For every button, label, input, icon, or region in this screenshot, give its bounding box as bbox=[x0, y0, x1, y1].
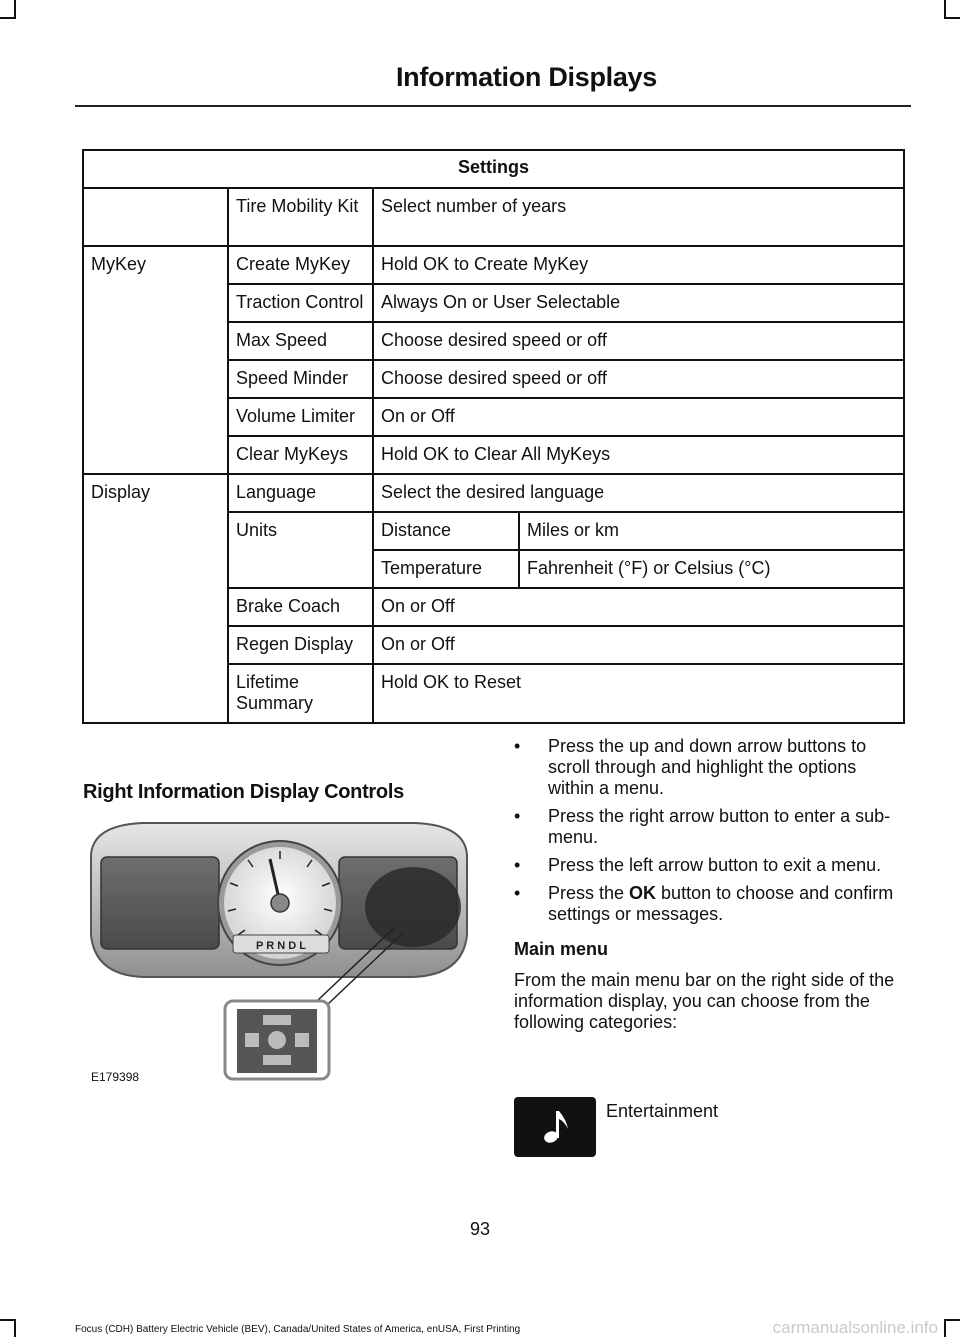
page-title: Information Displays bbox=[395, 62, 657, 92]
ok-label: OK bbox=[629, 883, 657, 903]
gear-indicator-label: P R N D L bbox=[256, 940, 306, 952]
item-cell: Units bbox=[228, 512, 373, 588]
sub-item-cell: Distance bbox=[373, 512, 519, 550]
figure-code: E179398 bbox=[91, 1070, 140, 1084]
item-cell: Clear MyKeys bbox=[228, 436, 373, 474]
list-item-text: Press the up and down arrow buttons to scroll through and highlight the options within a menu. bbox=[548, 736, 867, 798]
item-cell: Tire Mobility Kit bbox=[228, 188, 373, 246]
bullet-symbol: • bbox=[514, 883, 521, 903]
crop-mark bbox=[0, 1319, 16, 1321]
instrument-cluster-illustration bbox=[83, 815, 475, 1087]
list-item bbox=[514, 883, 906, 925]
crop-mark bbox=[944, 17, 960, 19]
list-item bbox=[514, 736, 906, 799]
music-note-icon bbox=[514, 1097, 596, 1157]
section-title: Right Information Display Controls bbox=[83, 781, 404, 803]
group-cell: Display bbox=[83, 474, 228, 723]
item-cell: Brake Coach bbox=[228, 588, 373, 626]
value-cell: Select the desired language bbox=[373, 474, 904, 512]
value-cell: Always On or User Selectable bbox=[373, 284, 904, 322]
list-item-text: Press the left arrow button to exit a menu. bbox=[548, 855, 882, 875]
bullet-symbol: • bbox=[514, 736, 521, 756]
value-cell: Fahrenheit (°F) or Celsius (°C) bbox=[519, 550, 904, 588]
table-row bbox=[83, 474, 904, 512]
crop-mark bbox=[14, 1319, 16, 1337]
value-cell: Miles or km bbox=[519, 512, 904, 550]
main-menu-heading: Main menu bbox=[514, 939, 609, 959]
item-cell: Traction Control bbox=[228, 284, 373, 322]
crop-mark bbox=[0, 17, 16, 19]
left-display bbox=[101, 857, 219, 949]
value-cell: Choose desired speed or off bbox=[373, 322, 904, 360]
page-number: 93 bbox=[469, 1219, 491, 1239]
main-menu-paragraph: From the main menu bar on the right side of the information display, you can choose from the following categories: bbox=[514, 970, 895, 1032]
list-item bbox=[514, 855, 906, 876]
item-cell: Max Speed bbox=[228, 322, 373, 360]
footer-text: Focus (CDH) Battery Electric Vehicle (BEV), Canada/United States of America, enUSA, First Printing bbox=[75, 1324, 521, 1335]
table-header-row bbox=[83, 150, 904, 188]
instructions-column bbox=[514, 736, 906, 1033]
item-cell: Lifetime Summary bbox=[228, 664, 373, 723]
entertainment-label: Entertainment bbox=[606, 1101, 719, 1121]
value-cell: Hold OK to Create MyKey bbox=[373, 246, 904, 284]
table-heading: Settings bbox=[83, 150, 904, 188]
item-cell: Volume Limiter bbox=[228, 398, 373, 436]
value-cell: On or Off bbox=[373, 626, 904, 664]
settings-table bbox=[82, 149, 905, 724]
group-cell: MyKey bbox=[83, 246, 228, 474]
value-cell: Choose desired speed or off bbox=[373, 360, 904, 398]
table-row bbox=[83, 246, 904, 284]
list-item-text-pre: Press the bbox=[548, 883, 630, 903]
table-row bbox=[83, 188, 904, 246]
item-cell: Regen Display bbox=[228, 626, 373, 664]
value-cell: Hold OK to Reset bbox=[373, 664, 904, 723]
item-cell: Speed Minder bbox=[228, 360, 373, 398]
list-item bbox=[514, 806, 906, 848]
value-cell: Hold OK to Clear All MyKeys bbox=[373, 436, 904, 474]
list-item-text-post: button to choose and confirm settings or messages. bbox=[548, 883, 894, 924]
group-cell bbox=[83, 188, 228, 246]
watermark: carmanualsonline.info bbox=[772, 1318, 938, 1337]
sub-item-cell: Temperature bbox=[373, 550, 519, 588]
bullet-symbol: • bbox=[514, 806, 521, 826]
crop-mark bbox=[944, 1319, 960, 1321]
crop-mark bbox=[944, 1319, 946, 1337]
crop-mark bbox=[944, 0, 946, 17]
crop-mark bbox=[14, 0, 16, 17]
bullet-symbol: • bbox=[514, 855, 521, 875]
value-cell: On or Off bbox=[373, 398, 904, 436]
item-cell: Create MyKey bbox=[228, 246, 373, 284]
item-cell: Language bbox=[228, 474, 373, 512]
list-item-text: Press the right arrow button to enter a sub-menu. bbox=[548, 806, 891, 847]
right-display-highlight bbox=[365, 867, 461, 947]
needle-hub bbox=[271, 894, 289, 912]
value-cell: On or Off bbox=[373, 588, 904, 626]
value-cell: Select number of years bbox=[373, 188, 904, 246]
header-divider bbox=[75, 105, 911, 107]
